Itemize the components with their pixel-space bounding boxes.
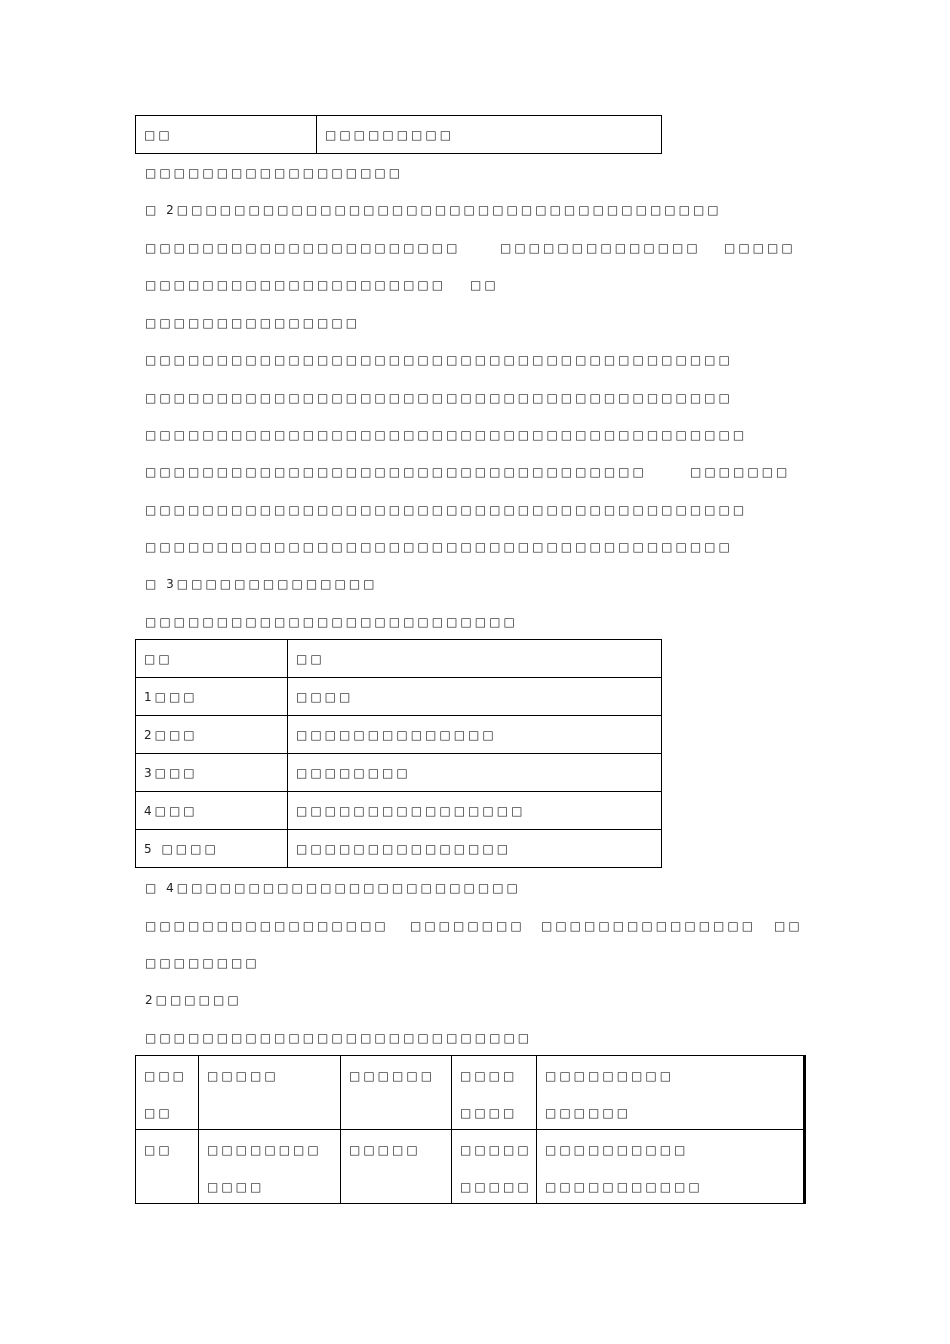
table-cell: 1□□□ [136,678,288,716]
table-cell: □□□□□□□□□ □□□□□□ [537,1056,805,1130]
text-line: □□□□□ [724,241,796,255]
text-line: □□ [774,919,803,933]
table-cell: □□□□□□□□ [288,754,662,792]
table-cell: □□□□□□□□ □□□□ [199,1130,341,1204]
text-line: □□□□□□□□□□□□□□□□□□□□□□ [145,241,461,255]
text-line: □□□□□□□□□□□□□□□□□□□□□□□□□□ [145,615,518,629]
table-header-cell: □□ [136,640,288,678]
table-cell: □□□□□□□□□□□□□□ [288,716,662,754]
table-cell: 2□□□ [136,716,288,754]
table-row [136,754,662,792]
table-header-row [136,640,662,678]
table-cell: 5 □□□□ [136,830,288,868]
text-line: □□□□□□□□□□□□□□□□□□□□□□□□□□□□□□□□□□□□□□□□□□ [145,428,748,442]
text-line: □□□□□□□□□□□□□□□□□□□□□□□□□□□□□□□□□□□□□□□□□ [145,540,733,554]
text-line: □□□□□□□□□□□□□□□ [145,316,361,330]
text-line: □□□□□□□□□□□□□□□ [541,919,757,933]
text-line: □□□□□□□ [690,465,791,479]
text-line: □□□□□□□□□□□□□□□□□□□□□□□□□□□□□□□□□□□□□□□□□ [145,391,733,405]
text-line: □□□□□□□□ [145,956,260,970]
table-cell: □□□□□□□□□ [317,116,662,154]
table-cell: □□□□□□□□□□□□□□□ [288,830,662,868]
table-cell: □□□□□□□□□□ □□□□□□□□□□□ [537,1130,805,1204]
table-header-cell: □□ [288,640,662,678]
table-row [136,792,662,830]
text-line: □□□□□□□□□□□□□□ [500,241,701,255]
table-cell: □□ [136,1130,199,1204]
section-heading-2: □ 2□□□□□□□□□□□□□□□□□□□□□□□□□□□□□□□□□□□□□□ [145,203,722,217]
text-line: □□□□□□□□□□□□□□□□□□ [145,166,404,180]
table-cell: □□□□ □□□□ [452,1056,537,1130]
table-cell: □□□□□ [199,1056,341,1130]
section-heading-2b: 2□□□□□□ [145,993,242,1007]
table-cell: 4□□□ [136,792,288,830]
table-cell: □□□□□□□□□□□□□□□□ [288,792,662,830]
top-table [135,115,662,154]
table-cell: □□□ □□ [136,1056,199,1130]
text-line: □□□□□□□□□□□□□□□□□□□□□□□□□□□ [145,1031,533,1045]
table-cell: □□□□□□ [341,1056,452,1130]
text-line: □□ [470,278,499,292]
table-row [136,1130,805,1204]
table-cell: □□□□□ □□□□□ [452,1130,537,1204]
section-heading-4: □ 4□□□□□□□□□□□□□□□□□□□□□□□□ [145,881,521,895]
table-row [136,1056,805,1130]
text-line: □□□□□□□□□□□□□□□□□□□□□ [145,278,447,292]
table-cell: □□ [136,116,317,154]
bottom-table [135,1055,806,1204]
text-line: □□□□□□□□□□□□□□□□□□□□□□□□□□□□□□□□□□□□□□□□□ [145,353,733,367]
middle-table [135,639,662,868]
text-line: □□□□□□□□ [410,919,525,933]
table-cell: □□□□□ [341,1130,452,1204]
table-cell: 3□□□ [136,754,288,792]
table-row [136,116,662,154]
text-line: □□□□□□□□□□□□□□□□□□□□□□□□□□□□□□□□□□□□□□□□□□ [145,503,748,517]
table-row [136,830,662,868]
table-cell: □□□□ [288,678,662,716]
table-row [136,716,662,754]
table-row [136,678,662,716]
text-line: □□□□□□□□□□□□□□□□□ [145,919,389,933]
text-line: □□□□□□□□□□□□□□□□□□□□□□□□□□□□□□□□□□□ [145,465,647,479]
section-heading-3: □ 3□□□□□□□□□□□□□□ [145,577,378,591]
